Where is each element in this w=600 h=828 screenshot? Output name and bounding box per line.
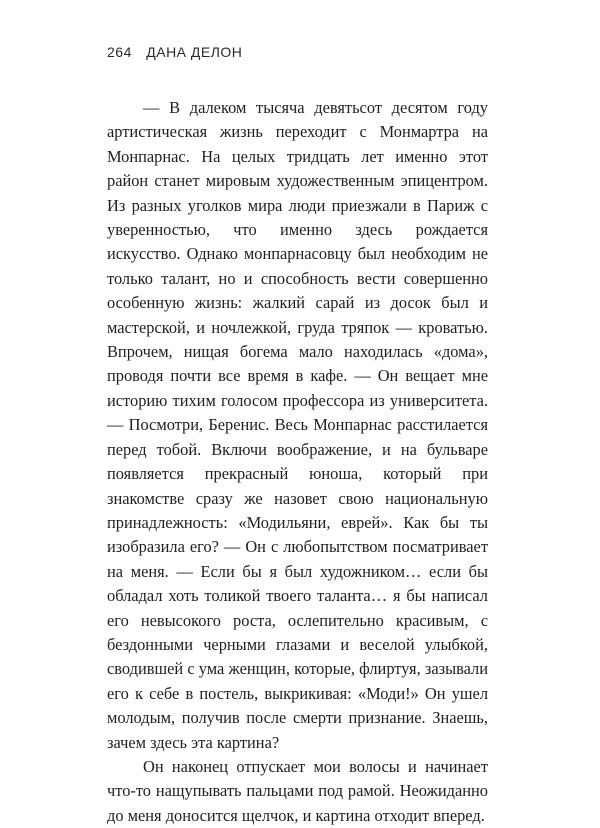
body-text — [107, 96, 488, 828]
page-number: 264 — [107, 44, 132, 60]
running-header — [107, 44, 242, 60]
author-name: ДАНА ДЕЛОН — [146, 44, 243, 60]
paragraph: Он наконец отпускает мои волосы и начинает что-то нащупывать пальцами под рамой. Неожиданно до меня доносится щелчок, и картина отходит вперед. — [107, 756, 488, 825]
paragraph: — В далеком тысяча девятьсот десятом году артистическая жизнь переходит с Монмартра на Монпарнас. На целых тридцать лет именно этот район станет мировым художественным эпицентром. Из разных уголков мира люди приезжали в Париж с уверенностью, что именно здесь рождается искусство. Однако монпарнасовцу был необходим не только талант, но и способность вести совершенно особенную жизнь: жалкий сарай из досок был и мастерской, и ночлежкой, груда тряпок — кроватью. Впрочем, нищая богема мало находилась «дома», проводя почти все время в кафе. — Он вещает мне историю тихим голосом профессора из университета. — Посмотри, Беренис. Весь Монпарнас расстилается перед тобой. Включи воображение, и на бульваре появляется прекрасный юноша, который при знакомстве сразу же назовет свою национальную принадлежность: «Модильяни, еврей». Как бы ты изобразила его? — Он с любопытством посматривает на меня. — Если бы я был художником… если бы обладал хоть толикой твоего таланта… я бы написал его невысокого роста, ослепительно красивым, с бездонными черными глазами и веселой улыбкой, сводившей с ума женщин, которые, флиртуя, зазывали его к себе в постель, выкрикивая: «Моди!» Он ушел молодым, получив после смерти признание. Знаешь, зачем здесь эта картина? — [107, 98, 488, 752]
